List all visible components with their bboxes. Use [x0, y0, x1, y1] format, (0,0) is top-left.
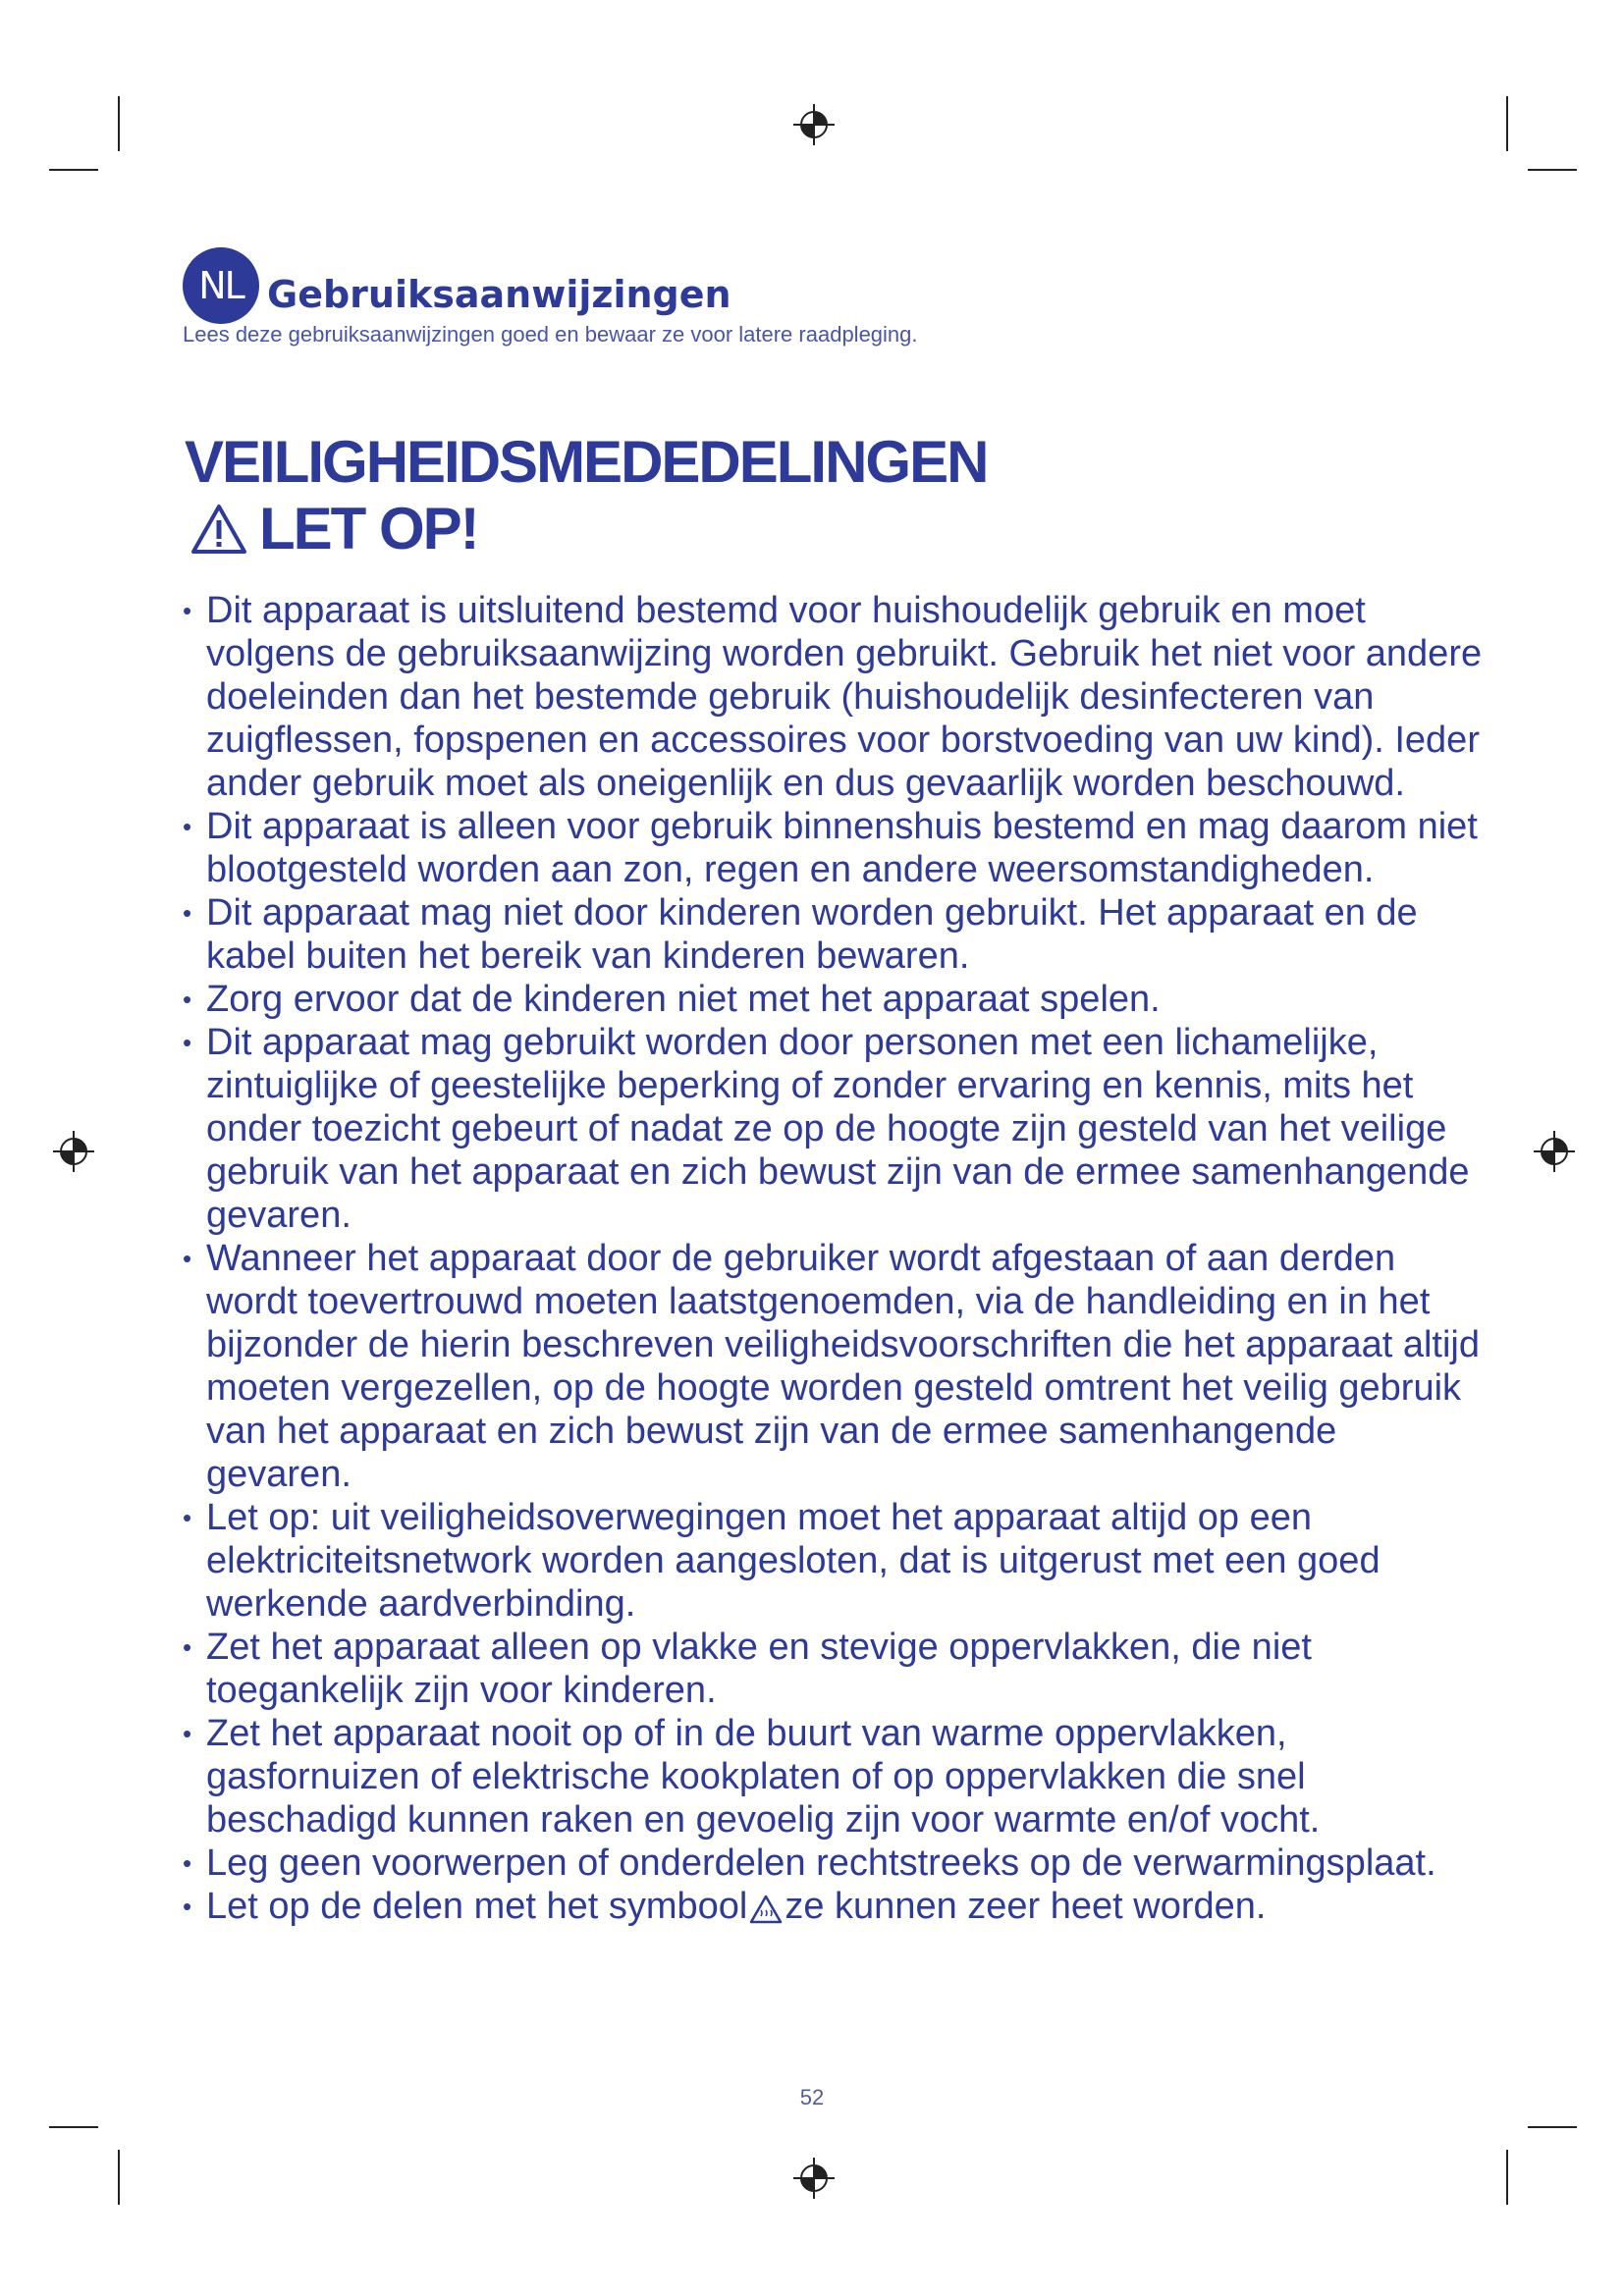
- language-badge: NL: [183, 247, 259, 324]
- list-item-text: Dit apparaat is uitsluitend bestemd voor huishoudelijk gebruik en moet volgens de gebruiksaanwijzing worden gebruikt. Gebruik het niet voor andere doeleinden dan het bestemde gebruik (huishoudelijk desinfecteren van zuigflessen, fopspenen en accessoires voor borstvoeding van uw kind). Ieder ander gebruik moet als oneigenlijk en dus gevaarlijk worden beschouwd.: [206, 590, 1483, 804]
- registration-target-icon: [51, 1129, 96, 1174]
- bullet: •: [183, 985, 192, 1014]
- list-item-text: Dit apparaat mag gebruikt worden door personen met een lichamelijke, zintuiglijke of geestelijke beperking of zonder ervaring en kennis, mits het onder toezicht gebeurt of nadat ze op de hoogte zijn gesteld van het veilige gebruik van het apparaat en zich bewust zijn van de ermee samenhangende gevaren.: [206, 1022, 1470, 1236]
- page-number: 52: [799, 2085, 825, 2109]
- crop-mark: [1506, 2150, 1508, 2205]
- list-item-text: Wanneer het apparaat door de gebruiker wordt afgestaan of aan derden wordt toevertrouwd moeten laatstgenoemden, via de handleiding en in het bijzonder de hierin beschreven veiligheidsvoorschriften die het apparaat altijd moeten vergezellen, op de hoogte worden gesteld omtrent het veilig gebruik van het apparaat en zich bewust zijn van de ermee samenhangende gevaren.: [206, 1238, 1481, 1495]
- bullet: •: [183, 898, 192, 928]
- registration-target-icon: [1532, 1129, 1577, 1174]
- bullet: •: [183, 1892, 192, 1921]
- list-item: [183, 1842, 1489, 1885]
- bullet: •: [183, 1503, 192, 1532]
- list-item-text: Dit apparaat mag niet door kinderen worden gebruikt. Het apparaat en de kabel buiten het bereik van kinderen bewaren.: [206, 892, 1418, 977]
- document-subtitle: Lees deze gebruiksaanwijzingen goed en bewaar ze voor latere raadpleging.: [183, 322, 918, 347]
- bullet: •: [183, 1848, 192, 1878]
- crop-mark: [1506, 96, 1508, 151]
- list-item: [183, 805, 1489, 891]
- crop-mark: [1528, 169, 1577, 171]
- list-item-text: Zet het apparaat alleen op vlakke en stevige oppervlakken, die niet toegankelijk zijn voor kinderen.: [206, 1627, 1312, 1711]
- crop-mark: [1528, 2126, 1577, 2128]
- warning-heading: [190, 495, 478, 562]
- list-item-text: Zet het apparaat nooit op of in de buurt van warme oppervlakken, gasfornuizen of elektrische kookplaten of op oppervlakken die snel beschadigd kunnen raken en gevoelig zijn voor warmte en/of vocht.: [206, 1713, 1321, 1841]
- registration-target-icon: [791, 102, 837, 147]
- list-item: [183, 1021, 1489, 1237]
- warning-triangle-icon: [190, 504, 247, 555]
- last-item-text-after: ze kunnen zeer heet worden.: [785, 1886, 1267, 1927]
- document-title: Gebruiksaanwijzingen: [267, 273, 731, 316]
- list-item-text: Let op: uit veiligheidsoverwegingen moet het apparaat altijd op een elektriciteitsnetwork worden aangesloten, dat is uitgerust met een goed werkende aardverbinding.: [206, 1497, 1380, 1625]
- hot-surface-warning-icon: [749, 1895, 783, 1924]
- bullet: •: [183, 1632, 192, 1662]
- list-item-text: Dit apparaat is alleen voor gebruik binnenshuis bestemd en mag daarom niet blootgesteld worden aan zon, regen en andere weersomstandigheden.: [206, 806, 1478, 890]
- bullet: •: [183, 1028, 192, 1057]
- crop-mark: [118, 2150, 120, 2205]
- list-item: [183, 1626, 1489, 1712]
- list-item: [183, 1237, 1489, 1496]
- list-item-text: Zorg ervoor dat de kinderen niet met het apparaat spelen.: [206, 979, 1161, 1020]
- warning-label: LET OP!: [259, 496, 478, 561]
- list-item: [183, 978, 1489, 1021]
- bullet: •: [183, 596, 192, 625]
- bullet: •: [183, 1719, 192, 1748]
- crop-mark: [49, 2126, 98, 2128]
- list-item-text: [206, 1885, 1489, 1928]
- bullet: •: [183, 812, 192, 841]
- list-item: [183, 891, 1489, 978]
- list-item: [183, 1885, 1489, 1928]
- section-heading: VEILIGHEIDSMEDEDELINGEN: [185, 429, 988, 495]
- crop-mark: [118, 96, 120, 151]
- last-item-text-before: Let op de delen met het symbool: [206, 1886, 748, 1927]
- crop-mark: [49, 169, 98, 171]
- bullet: •: [183, 1244, 192, 1273]
- list-item: [183, 589, 1489, 805]
- list-item: [183, 1712, 1489, 1842]
- safety-list: [183, 589, 1489, 1928]
- list-item: [183, 1496, 1489, 1626]
- list-item-text: Leg geen voorwerpen of onderdelen rechtstreeks op de verwarmingsplaat.: [206, 1842, 1436, 1884]
- registration-target-icon: [791, 2156, 837, 2201]
